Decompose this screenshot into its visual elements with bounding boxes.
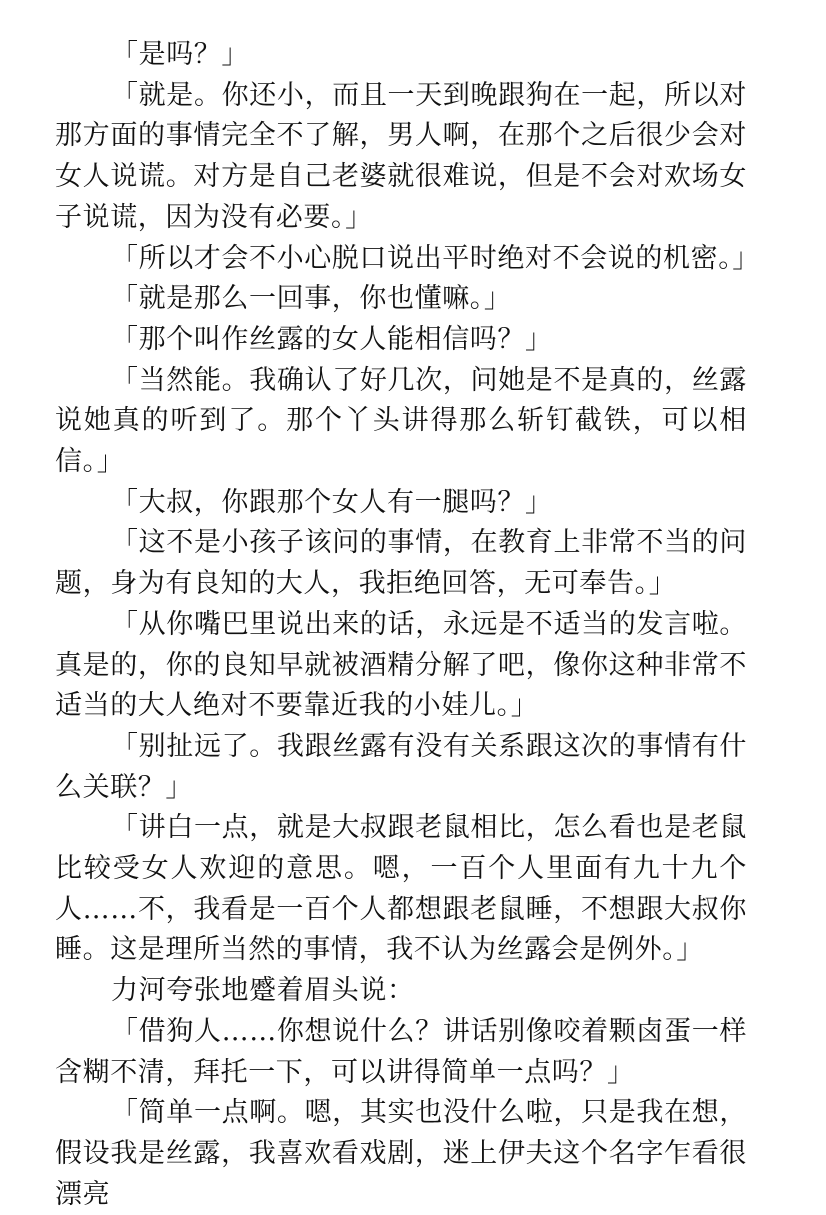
paragraph: 「讲白一点，就是大叔跟老鼠相比，怎么看也是老鼠比较受女人欢迎的意思。嗯，一百个人里面有九十九个人……不，我看是一百个人都想跟老鼠睡，不想跟大叔你睡。这是理所当然的事情，我不认为丝露会是例外。」 bbox=[55, 812, 747, 966]
page-text bbox=[55, 35, 760, 1215]
paragraph: 「简单一点啊。嗯，其实也没什么啦，只是我在想，假设我是丝露，我喜欢看戏剧，迷上伊夫这个名字乍看很漂亮 bbox=[55, 1097, 747, 1210]
paragraph: 「那个叫作丝露的女人能相信吗？」 bbox=[111, 323, 553, 355]
paragraph: 「别扯远了。我跟丝露有没有关系跟这次的事情有什么关联？」 bbox=[55, 730, 747, 803]
paragraph: 「从你嘴巴里说出来的话，永远是不适当的发言啦。真是的，你的良知早就被酒精分解了吧，像你这种非常不适当的大人绝对不要靠近我的小娃儿。」 bbox=[55, 608, 747, 722]
paragraph: 力河夸张地蹙着眉头说： bbox=[111, 975, 415, 1007]
paragraph: 「就是。你还小，而且一天到晚跟狗在一起，所以对那方面的事情完全不了解，男人啊，在那个之后很少会对女人说谎。对方是自己老婆就很难说，但是不会对欢场女子说谎，因为没有必要。」 bbox=[55, 79, 747, 233]
paragraph: 「所以才会不小心脱口说出平时绝对不会说的机密。」 bbox=[111, 242, 760, 274]
paragraph: 「借狗人……你想说什么？讲话别像咬着颗卤蛋一样含糊不清，拜托一下，可以讲得简单一点吗？」 bbox=[55, 1015, 747, 1088]
paragraph: 「大叔，你跟那个女人有一腿吗？」 bbox=[111, 486, 553, 518]
paragraph: 「就是那么一回事，你也懂嘛。」 bbox=[111, 283, 512, 315]
paragraph: 「这不是小孩子该问的事情，在教育上非常不当的问题，身为有良知的大人，我拒绝回答，无可奉告。」 bbox=[55, 527, 747, 600]
paragraph: 「是吗？」 bbox=[111, 39, 249, 70]
paragraph: 「当然能。我确认了好几次，问她是不是真的，丝露说她真的听到了。那个丫头讲得那么斩钉截铁，可以相信。」 bbox=[55, 364, 747, 478]
